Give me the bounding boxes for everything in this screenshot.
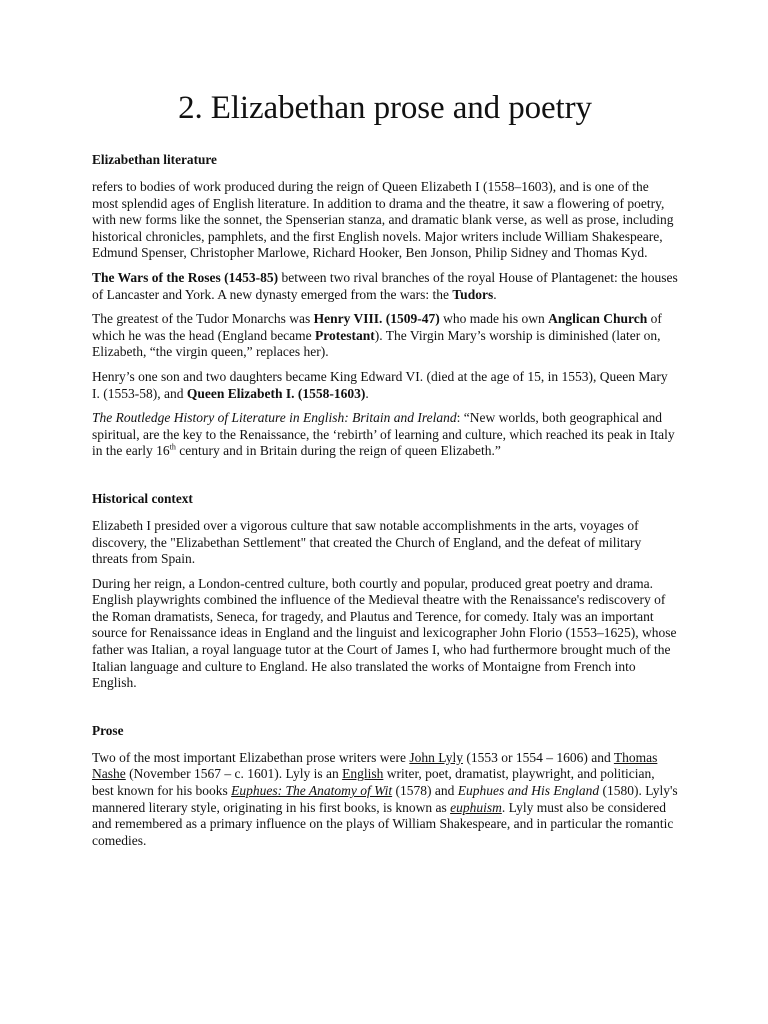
link-thomas-nashe[interactable]: Thomas Nashe [92,749,658,782]
bold-protestant: Protestant [315,327,375,343]
paragraph-henry-children: Henry’s one son and two daughters became King Edward VI. (died at the age of 15, in 1553), Queen Mary I. (1553-58), and Queen Elizabeth I. (1558-1603). [92,368,668,401]
italic-euphues-and-his-england: Euphues and His England [457,783,600,799]
paragraph-henry-viii: The greatest of the Tudor Monarchs was Henry VIII. (1509-47) who made his own Anglican Church of which he was the head (England became Protestant). The Virgin Mary’s worship is diminished (later on, Elizabeth, “the virgin queen,” replaces her). [92,311,662,360]
bold-henry-viii: Henry VIII. (1509-47) [313,311,440,327]
link-john-lyly[interactable]: John Lyly [409,749,463,765]
heading-elizabethan-literature: Elizabethan literature [92,152,217,167]
italic-routledge-title: The Routledge History of Literature in English: Britain and Ireland [92,410,457,426]
paragraph-definition: refers to bodies of work produced during the reign of Queen Elizabeth I (1558–1603), and is one of the most splendid ages of English literature. In addition to drama and the theatre, it saw a flowering of poetry, with new forms like the sonnet, the Spenserian stanza, and dramatic blank verse, as well as prose, including historical chronicles, pamphlets, and the first English novels. Major writers include William Shakespeare, Edmund Spenser, Christopher Marlowe, Richard Hooker, Ben Jonson, Philip Sidney and Thomas Kyd. [92,179,674,261]
paragraph-routledge-quote: The Routledge History of Literature in English: Britain and Ireland: “New worlds, both geographical and spiritual, are the key to the Renaissance, the ‘rebirth’ of learning and culture, which reached its peak in Italy in the early 16th century and in Britain during the reign of queen Elizabeth.” [92,410,675,459]
paragraph-prose-writers: Two of the most important Elizabethan prose writers were John Lyly (1553 or 1554 – 1606) and Thomas Nashe (November 1567 – c. 1601). Lyly is an English writer, poet, dramatist, playwright, and politician, best known for his books Euphues: The Anatomy of Wit (1578) and Euphues and His England (1580). Lyly's mannered literary style, originating in his first books, is known as euphuism. Lyly must also be considered and remembered as a primary influence on the plays of William Shakespeare, and in particular the romantic comedies. [92,749,678,848]
paragraph-wars-of-roses: The Wars of the Roses (1453-85) between two rival branches of the royal House of Plantagenet: the houses of Lancaster and York. A new dynasty emerged from the wars: the Tudors. [92,269,678,302]
heading-prose: Prose [92,722,124,738]
bold-queen-elizabeth: Queen Elizabeth I. (1558-1603) [186,385,366,401]
link-english[interactable]: English [342,766,384,782]
page-title: 2. Elizabethan prose and poetry [178,90,592,126]
bold-anglican-church: Anglican Church [548,311,648,327]
paragraph-elizabeth-culture: Elizabeth I presided over a vigorous culture that saw notable accomplishments in the arts, voyages of discovery, the "Elizabethan Settlement" that created the Church of England, and the defeat of military threats from Spain. [92,517,642,567]
paragraph-london-culture: During her reign, a London-centred culture, both courtly and popular, produced great poetry and drama. English playwrights combined the influence of the Medieval theatre with the Renaissance's rediscovery of the Roman dramatists, Seneca, for tragedy, and Plautus and Terence, for comedy. Italy was an important source for Renaissance ideas in England and the linguist and lexicographer John Florio (1553–1625), whose father was Italian, a royal language tutor at the Court of James I, who had furthermore brought much of the Italian language and culture to England. He also translated the works of Montaigne from French into English. [92,575,677,691]
heading-historical-context: Historical context [92,490,193,506]
link-euphues-anatomy-of-wit[interactable]: Euphues: The Anatomy of Wit [231,783,393,799]
bold-tudors: Tudors [452,286,494,302]
bold-wars-of-roses: The Wars of the Roses (1453-85) [92,269,279,285]
link-euphuism[interactable]: euphuism [450,799,502,815]
